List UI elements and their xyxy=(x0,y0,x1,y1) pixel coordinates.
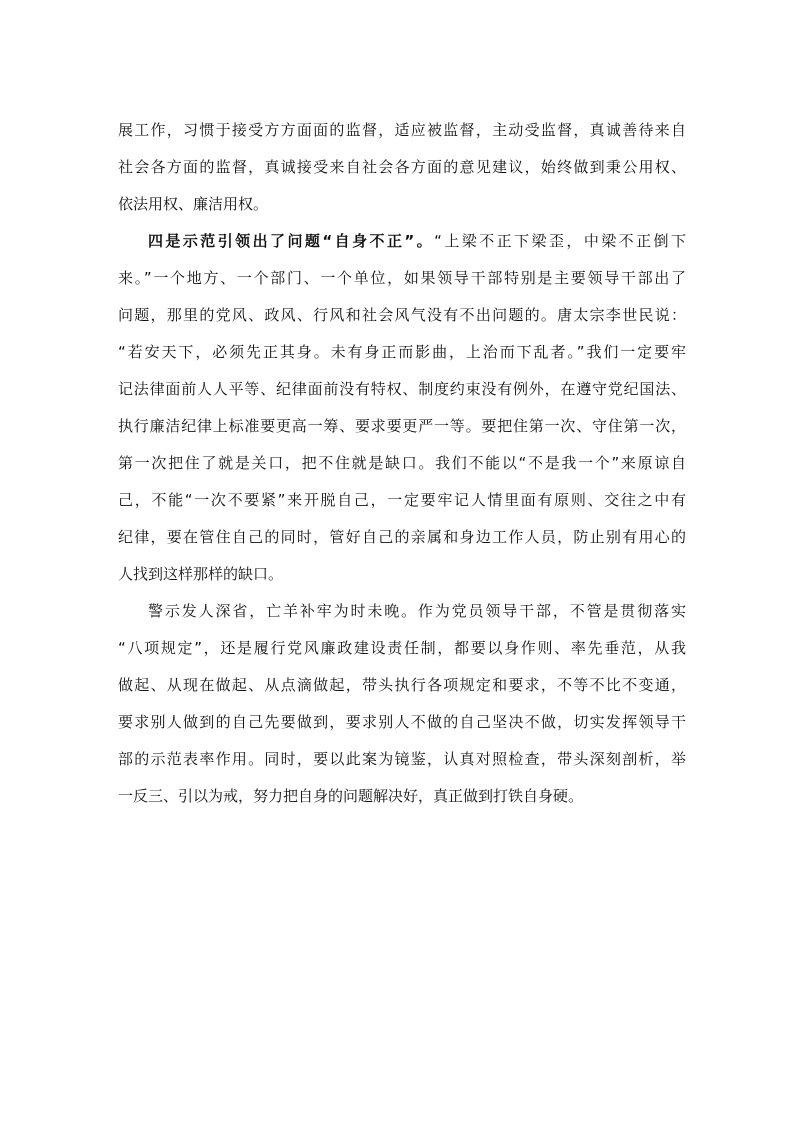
paragraph-line: 一反三、引以为戒，努力把自身的问题解决好，真正做到打铁自身硬。 xyxy=(118,787,584,805)
paragraph-line: 社会各方面的监督，真诚接受来自社会各方面的意见建议，始终做到秉公用权、 xyxy=(118,158,686,176)
paragraph-line: 问题，那里的党风、政风、行风和社会风气没有不出问题的。唐太宗李世民说： xyxy=(118,306,686,324)
paragraph-line: “若安天下，必须先正其身。未有身正而影曲，上治而下乱者。”我们一定要牢 xyxy=(118,343,686,361)
paragraph-text: “上梁不正下梁歪，中梁不正倒下 xyxy=(434,232,686,250)
paragraph-line: 展工作，习惯于接受方方面面的监督，适应被监督，主动受监督，真诚善待来自 xyxy=(118,121,686,139)
paragraph-line: 第一次把住了就是关口，把不住就是缺口。我们不能以“不是我一个”来原谅自 xyxy=(118,454,686,472)
paragraph-line: 纪律，要在管住自己的同时，管好自己的亲属和身边工作人员，防止别有用心的 xyxy=(118,528,686,546)
paragraph-line: 警示发人深省，亡羊补牢为时未晚。作为党员领导干部，不管是贯彻落实 xyxy=(148,602,686,620)
paragraph-first-line xyxy=(148,229,686,253)
paragraph-line: 做起、从现在做起、从点滴做起，带头执行各项规定和要求，不等不比不变通， xyxy=(118,676,686,694)
paragraph-line: 己，不能“一次不要紧”来开脱自己，一定要牢记人情里面有原则、交往之中有 xyxy=(118,491,686,509)
paragraph-line: 部的示范表率作用。同时，要以此案为镜鉴，认真对照检查，带头深刻剖析，举 xyxy=(118,750,686,768)
paragraph-line: 执行廉洁纪律上标准要更高一筹、要求要更严一等。要把住第一次、守住第一次， xyxy=(118,417,686,435)
paragraph-line: 要求别人做到的自己先要做到，要求别人不做的自己坚决不做，切实发挥领导干 xyxy=(118,713,686,731)
paragraph-line: 来。”一个地方、一个部门、一个单位，如果领导干部特别是主要领导干部出了 xyxy=(118,269,686,287)
paragraph-line: “八项规定”，还是履行党风廉政建设责任制，都要以身作则、率先垂范，从我 xyxy=(118,639,686,657)
section-heading: 四是示范引领出了问题“自身不正”。 xyxy=(148,232,435,250)
paragraph-line: 人找到这样那样的缺口。 xyxy=(118,565,284,583)
paragraph-line: 依法用权、廉洁用权。 xyxy=(118,195,269,213)
paragraph-line: 记法律面前人人平等、纪律面前没有特权、制度约束没有例外，在遵守党纪国法、 xyxy=(118,380,686,398)
